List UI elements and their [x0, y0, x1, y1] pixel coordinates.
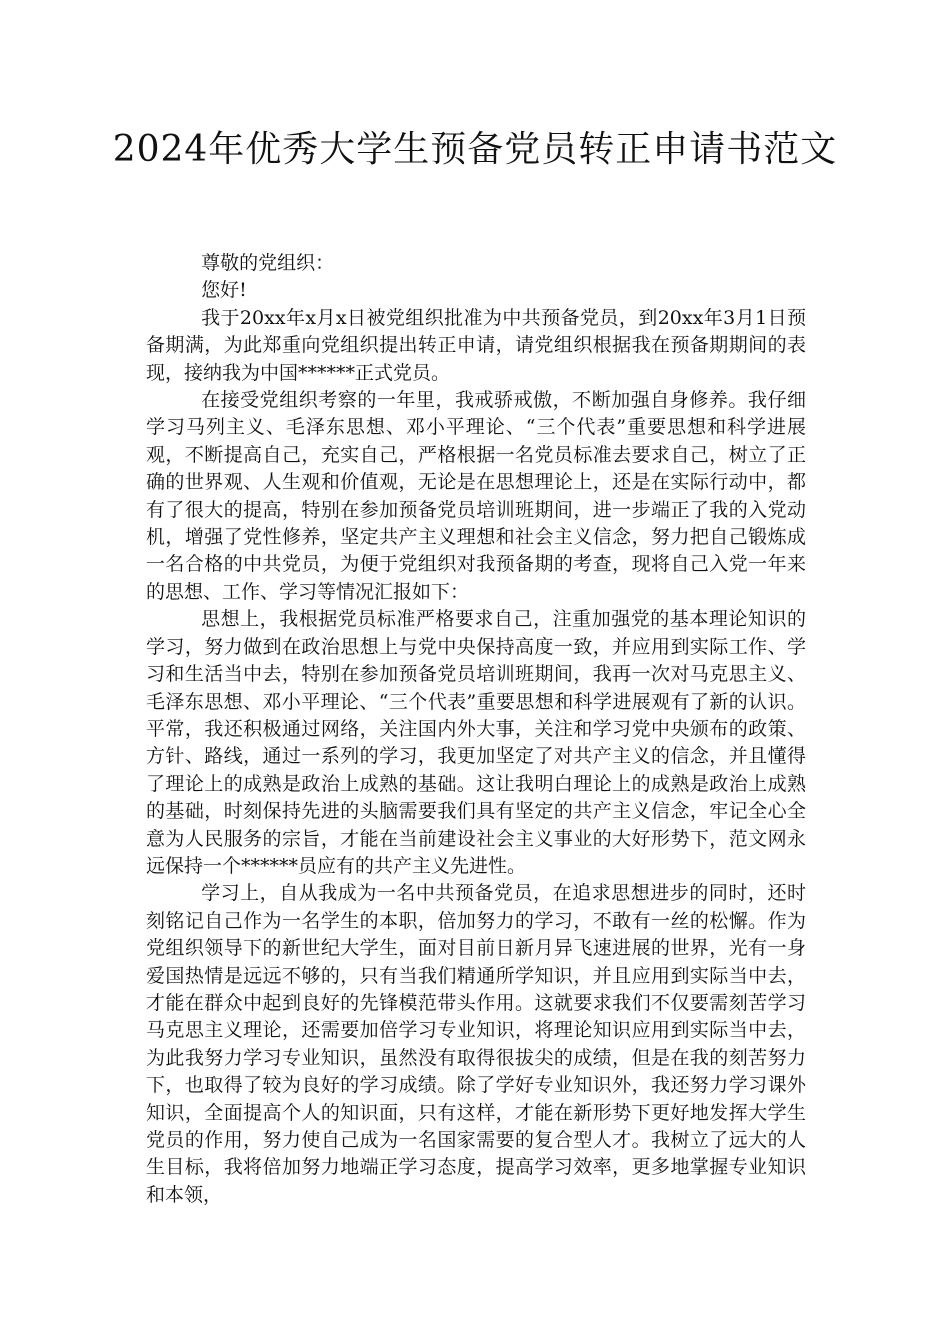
- paragraph-ideology: 思想上，我根据党员标准严格要求自己，注重加强党的基本理论知识的学习，努力做到在政治思想上与党中央保持高度一致，并应用到实际工作、学习和生活当中去，特别在参加预备党员培训班期间，我再一次对马克思主义、毛泽东思想、邓小平理论、“三个代表”重要思想和科学进展观有了新的认识。平常，我还积极通过网络，关注国内外大事，关注和学习党中央颁布的政策、方针、路线，通过一系列的学习，我更加坚定了对共产主义的信念，并且懂得了理论上的成熟是政治上成熟的基础。这让我明白理论上的成熟是政治上成熟的基础，时刻保持先进的头脑需要我们具有坚定的共产主义信念，牢记全心全意为人民服务的宗旨，才能在当前建设社会主义事业的大好形势下，范文网永远保持一个******员应有的共产主义先进性。: [146, 608, 806, 877]
- salutation: 尊敬的党组织：: [201, 252, 335, 274]
- document-title: 2024年优秀大学生预备党员转正申请书范文: [112, 129, 838, 170]
- document-body: [146, 250, 806, 1209]
- greeting: 您好!: [201, 279, 247, 302]
- paragraph-overview: 在接受党组织考察的一年里，我戒骄戒傲，不断加强自身修养。我仔细学习马列主义、毛泽东思想、邓小平理论、“三个代表”重要思想和科学进展观，不断提高自己，充实自己，严格根据一名党员标准去要求自己，树立了正确的世界观、人生观和价值观，无论是在思想理论上，还是在实际行动中，都有了很大的提高，特别在参加预备党员培训班期间，进一步端正了我的入党动机，增强了党性修养，坚定共产主义理想和社会主义信念，努力把自己锻炼成一名合格的中共党员，为便于党组织对我预备期的考查，现将自己入党一年来的思想、工作、学习等情况汇报如下：: [146, 389, 806, 603]
- paragraph-study: 学习上，自从我成为一名中共预备党员，在追求思想进步的同时，还时刻铭记自己作为一名学生的本职，倍加努力的学习，不敢有一丝的松懈。作为党组织领导下的新世纪大学生，面对目前日新月异飞速进展的世界，光有一身爱国热情是远远不够的，只有当我们精通所学知识，并且应用到实际当中去，才能在群众中起到良好的先锋模范带头作用。这就要求我们不仅要需刻苦学习马克思主义理论，还需要加倍学习专业知识，将理论知识应用到实际当中去，为此我努力学习专业知识，虽然没有取得很拔尖的成绩，但是在我的刻苦努力下，也取得了较为良好的学习成绩。除了学好专业知识外，我还努力学习课外知识，全面提高个人的知识面，只有这样，才能在新形势下更好地发挥大学生党员的作用，努力使自己成为一名国家需要的复合型人才。我树立了远大的人生目标，我将倍加努力地端正学习态度，提高学习效率，更多地掌握专业知识和本领，: [146, 882, 806, 1206]
- paragraph-application: 我于20xx年x月x日被党组织批准为中共预备党员，到20xx年3月1日预备期满，为此郑重向党组织提出转正申请，请党组织根据我在预备期期间的表现，接纳我为中国******正式党员。: [146, 306, 806, 384]
